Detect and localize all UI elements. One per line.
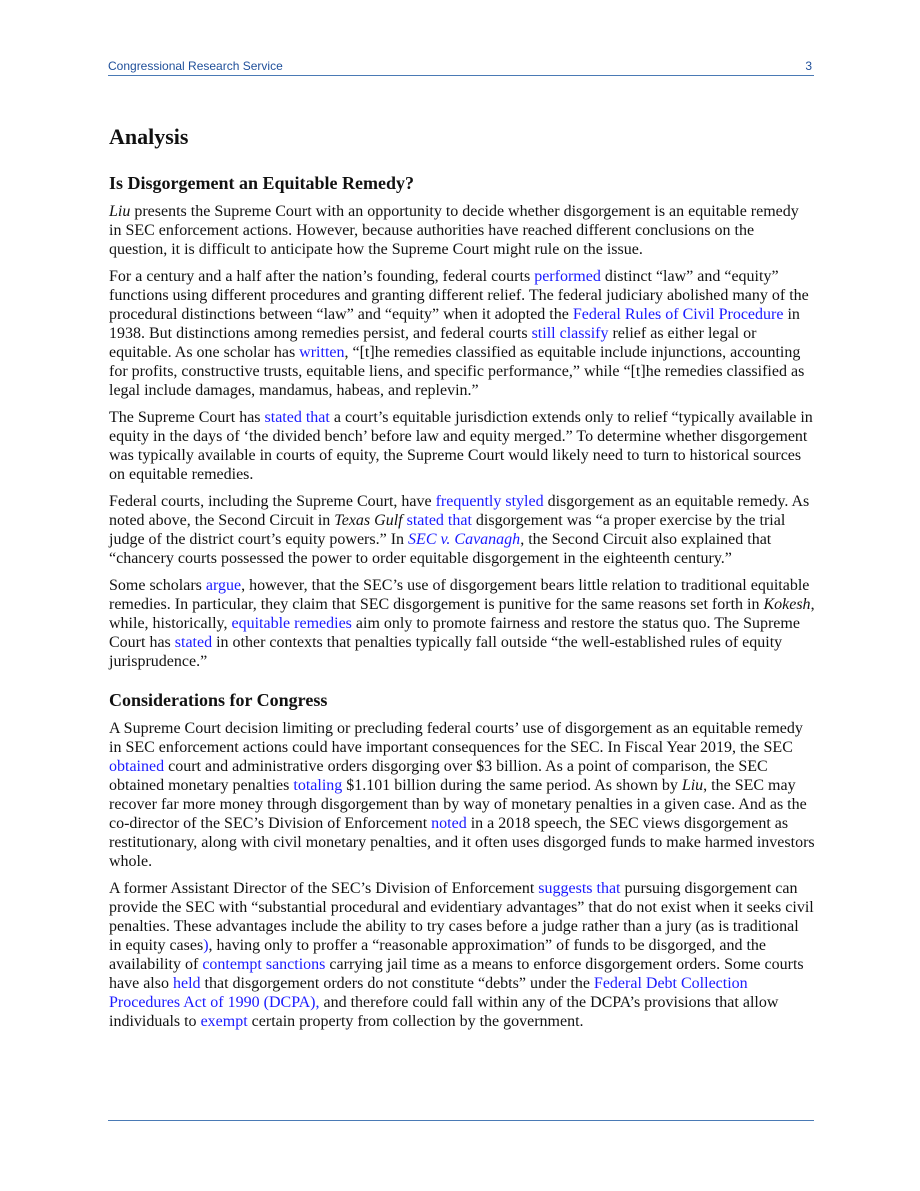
text-run: aim only to promote fairness and restore the status quo. The Supreme Court has — [109, 615, 800, 651]
text-run: presents the Supreme Court with an opportunity to decide whether disgorgement is an equitable remedy in SEC enforcement actions. However, because authorities have reached different conclusions on the question, it is difficult to anticipate how the Supreme Court might rule on the issue. — [109, 203, 799, 258]
inline-link[interactable]: suggests that — [538, 880, 621, 897]
inline-link[interactable]: obtained — [109, 758, 165, 775]
text-run: certain property from collection by the government. — [247, 1013, 584, 1030]
text-run: , “[t]he remedies classified as equitable include injunctions, accounting for profits, constructive trusts, equitable liens, and specific performance,” while “[t]he remedies classified as legal include damages, mandamus, habeas, and replevin.” — [109, 344, 805, 399]
inline-link[interactable]: ) — [203, 937, 209, 954]
text-run: , the SEC may recover far more money through disgorgement than by way of monetary penalties in a given case. And as the co-director of the SEC’s Division of Enforcement — [109, 777, 807, 832]
page-title: Analysis — [109, 124, 189, 149]
header-org: Congressional Research Service — [108, 59, 283, 73]
inline-link[interactable]: stated that — [264, 409, 330, 426]
paragraph — [109, 719, 815, 871]
paragraph — [109, 202, 815, 259]
inline-link[interactable]: stated — [174, 634, 213, 651]
text-run: Texas Gulf — [334, 512, 403, 529]
inline-link[interactable]: written — [299, 344, 345, 361]
text-run: The Supreme Court has — [109, 409, 265, 426]
text-run: in a 2018 speech, the SEC views disgorgement as restitutionary, along with civil monetary penalties, and it often uses disgorged funds to make harmed investors whole. — [109, 815, 815, 870]
inline-link[interactable]: argue — [205, 577, 242, 594]
page-number: 3 — [805, 59, 812, 73]
inline-link[interactable]: exempt — [200, 1013, 248, 1030]
text-run: court and administrative orders disgorging over $3 billion. As a point of comparison, the SEC obtained monetary penalties — [109, 758, 768, 794]
text-run: Federal courts, including the Supreme Court, have — [109, 493, 436, 510]
text-run: relief as either legal or equitable. As one scholar has — [109, 325, 757, 361]
paragraph — [109, 879, 815, 1031]
text-run: For a century and a half after the nation’s founding, federal courts — [109, 268, 535, 285]
paragraph — [109, 267, 815, 400]
inline-link[interactable]: still classify — [531, 325, 609, 342]
document-body — [109, 122, 815, 1039]
text-run: disgorgement was “a proper exercise by the trial judge of the district court’s equity powers.” In — [109, 512, 786, 548]
inline-link[interactable]: SEC v. Cavanagh — [408, 531, 521, 548]
text-run: in 1938. But distinctions among remedies persist, and federal courts — [109, 306, 800, 342]
text-run: Kokesh — [763, 596, 811, 613]
inline-link[interactable]: stated that — [406, 512, 472, 529]
page-header — [108, 58, 814, 76]
inline-link[interactable]: performed — [534, 268, 601, 285]
section-considerations — [109, 689, 815, 1031]
text-run: $1.101 billion during the same period. As shown by — [342, 777, 682, 794]
text-run: , while, historically, — [109, 596, 815, 632]
inline-link[interactable]: contempt sanctions — [202, 956, 326, 973]
text-run: pursuing disgorgement can provide the SEC with “substantial procedural and evidentiary advantages” that do not exist when it seeks civil penalties. These advantages include the ability to try cases before a judge rather than a jury (as is traditional in equity cases — [109, 880, 814, 954]
text-run: disgorgement as an equitable remedy. As noted above, the Second Circuit in — [109, 493, 810, 529]
section-heading: Considerations for Congress — [109, 690, 328, 710]
text-run: that disgorgement orders do not constitute “debts” under the — [200, 975, 594, 992]
inline-link[interactable]: equitable remedies — [231, 615, 352, 632]
paragraph — [109, 408, 815, 484]
text-run: A Supreme Court decision limiting or precluding federal courts’ use of disgorgement as an equitable remedy in SEC enforcement actions could have important consequences for the SEC. In Fiscal Year 2019, the SEC — [109, 720, 803, 756]
section-equitable-remedy — [109, 172, 815, 671]
text-run: , however, that the SEC’s use of disgorgement bears little relation to traditional equitable remedies. In particular, they claim that SEC disgorgement is punitive for the same reasons set forth in — [109, 577, 810, 613]
inline-link[interactable]: noted — [431, 815, 467, 832]
text-run: , the Second Circuit also explained that “chancery courts possessed the power to order equitable disgorgement in the eighteenth century.” — [109, 531, 772, 567]
inline-link[interactable]: Federal Debt Collection Procedures Act of 1990 (DCPA), — [109, 975, 748, 1011]
inline-link[interactable]: held — [172, 975, 201, 992]
text-run: carrying jail time as a means to enforce disgorgement orders. Some courts have also — [109, 956, 804, 992]
paragraph — [109, 576, 815, 671]
text-run: and therefore could fall within any of the DCPA’s provisions that allow individuals to — [109, 994, 779, 1030]
inline-link[interactable]: frequently styled — [435, 493, 544, 510]
text-run: distinct “law” and “equity” functions using different procedures and granting different relief. The federal judiciary abolished many of the procedural distinctions between “law” and “equity” when it adopted the — [109, 268, 809, 323]
inline-link[interactable]: totaling — [293, 777, 343, 794]
text-run: a court’s equitable jurisdiction extends only to relief “typically available in equity in the days of ‘the divided bench’ before law and equity merged.” To determine whether disgorgement was typically available in courts of equity, the Supreme Court would likely need to turn to historical sources on equitable remedies. — [109, 409, 813, 483]
paragraph — [109, 492, 815, 568]
section-heading: Is Disgorgement an Equitable Remedy? — [109, 173, 414, 193]
text-run: in other contexts that penalties typically fall outside “the well-established rules of equity jurisprudence.” — [109, 634, 783, 670]
footer-rule — [108, 1120, 814, 1121]
text-run: , having only to proffer a “reasonable approximation” of funds to be disgorged, and the availability of — [109, 937, 767, 973]
text-run: Liu — [109, 203, 131, 220]
text-run: Liu — [681, 777, 704, 794]
text-run: A former Assistant Director of the SEC’s Division of Enforcement — [109, 880, 539, 897]
inline-link[interactable]: Federal Rules of Civil Procedure — [572, 306, 784, 323]
text-run: Some scholars — [109, 577, 206, 594]
